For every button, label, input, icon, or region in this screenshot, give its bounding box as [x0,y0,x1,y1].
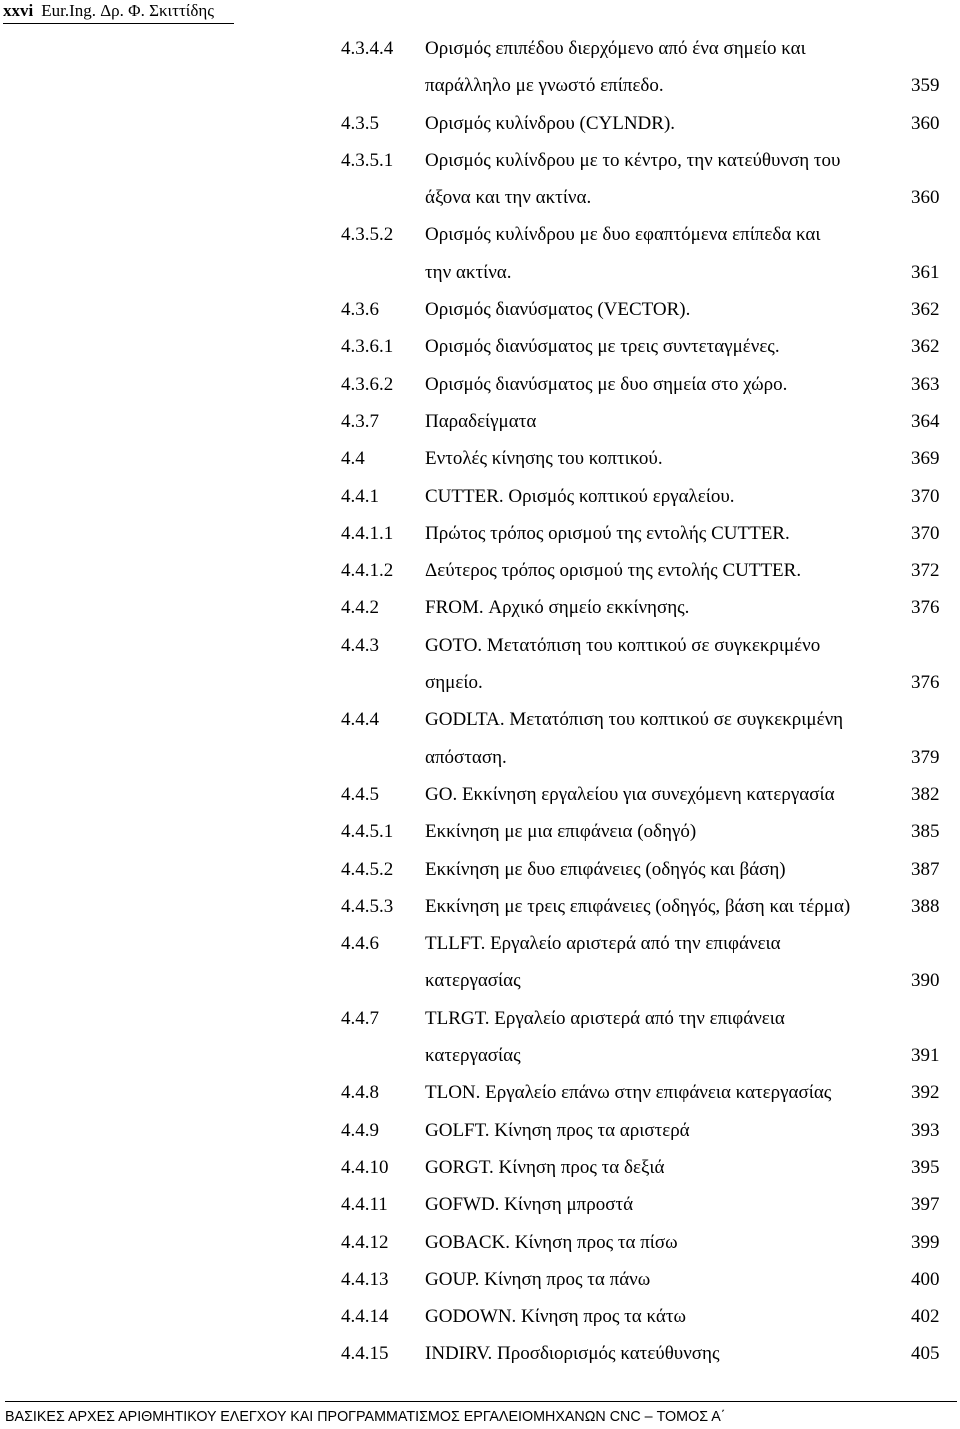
toc-entry-title: Εκκίνηση με τρεις επιφάνειες (οδηγός, βάση και τέρμα) [425,895,851,917]
toc-entry-title: Ορισμός κυλίνδρου (CYLNDR). [425,112,676,134]
page-number: xxvi [3,1,34,20]
toc-entry [0,552,960,589]
toc-entry-page: 391 [911,1045,940,1067]
toc-entry-title: GOTO. Μετατόπιση του κοπτικού σε συγκεκριμένο [425,634,821,656]
toc-entry-title: FROM. Αρχικό σημείο εκκίνησης. [425,597,690,619]
toc-entry-number: 4.4.9 [341,1119,379,1141]
toc-entry [0,440,960,477]
footer-title: ΒΑΣΙΚΕΣ ΑΡΧΕΣ ΑΡΙΘΜΗΤΙΚΟΥ ΕΛΕΓΧΟΥ ΚΑΙ ΠΡΟΓΡΑΜΜΑΤΙΣΜΟΣ ΕΡΓΑΛΕΙΟΜΗΧΑΝΩΝ CNC – ΤΟΜΟΣ Α΄ [5,1409,726,1425]
toc-entry-title: άξονα και την ακτίνα. [425,187,592,209]
toc-entry [0,962,960,999]
toc-entry-page: 370 [911,522,940,544]
toc-entry [0,291,960,328]
toc-entry [0,179,960,216]
toc-entry [0,776,960,813]
toc-entry-title: Παραδείγματα [425,410,537,432]
toc-entry-page: 363 [911,373,940,395]
toc-entry-title: κατεργασίας [425,1045,521,1067]
toc-entry-page: 385 [911,821,940,843]
table-of-contents [0,30,960,1373]
toc-entry-title: Ορισμός διανύσματος με τρεις συντεταγμένες. [425,336,780,358]
toc-entry-number: 4.4.3 [341,634,379,656]
toc-entry-page: 402 [911,1306,940,1328]
toc-entry-title: Ορισμός κυλίνδρου με δυο εφαπτόμενα επίπεδα και [425,224,821,246]
toc-entry-number: 4.4.14 [341,1306,389,1328]
toc-entry [0,328,960,365]
toc-entry [0,403,960,440]
toc-entry-title: GORGT. Κίνηση προς τα δεξιά [425,1156,665,1178]
toc-entry [0,1000,960,1037]
toc-entry-number: 4.4.5 [341,783,379,805]
toc-entry-page: 405 [911,1343,940,1365]
toc-entry-number: 4.4.5.3 [341,895,394,917]
toc-entry-page: 369 [911,448,940,470]
header-rule [3,23,234,24]
toc-entry-title: TLLFT. Εργαλείο αριστερά από την επιφάνεια [425,933,781,955]
toc-entry-number: 4.4.4 [341,709,379,731]
toc-entry-number: 4.3.6 [341,299,379,321]
toc-entry-page: 376 [911,672,940,694]
toc-entry [0,478,960,515]
toc-entry [0,105,960,142]
toc-entry-page: 372 [911,560,940,582]
toc-entry [0,254,960,291]
toc-entry-number: 4.4.2 [341,597,379,619]
toc-entry-page: 387 [911,858,940,880]
toc-entry-title: Εκκίνηση με μια επιφάνεια (οδηγό) [425,821,697,843]
toc-entry [0,813,960,850]
toc-entry-title: INDIRV. Προσδιορισμός κατεύθυνσης [425,1343,720,1365]
toc-entry-title: TLON. Εργαλείο επάνω στην επιφάνεια κατεργασίας [425,1082,832,1104]
toc-entry-number: 4.3.5.2 [341,224,394,246]
footer-rule [5,1401,957,1402]
page-header [3,0,214,22]
toc-entry-page: 376 [911,597,940,619]
toc-entry-title: Ορισμός επιπέδου διερχόμενο από ένα σημείο και [425,38,806,59]
toc-entry-number: 4.3.7 [341,410,379,432]
toc-entry [0,701,960,738]
toc-entry-number: 4.4.5.1 [341,821,394,843]
page-footer [5,1407,957,1427]
toc-entry [0,142,960,179]
toc-entry-title: Ορισμός κυλίνδρου με το κέντρο, την κατεύθυνση του [425,149,841,171]
toc-entry [0,515,960,552]
toc-entry [0,1261,960,1298]
toc-entry [0,851,960,888]
toc-entry [0,1224,960,1261]
toc-entry-number: 4.4.1.1 [341,522,394,544]
toc-entry-title: την ακτίνα. [425,261,512,283]
toc-entry-number: 4.4.10 [341,1156,389,1178]
toc-entry-title: Εκκίνηση με δυο επιφάνειες (οδηγός και βάση) [425,858,786,880]
toc-entry [0,888,960,925]
toc-entry-title: GOBACK. Κίνηση προς τα πίσω [425,1231,678,1253]
toc-entry-page: 388 [911,895,940,917]
toc-entry [0,67,960,104]
toc-entry-title: απόσταση. [425,746,507,768]
toc-entry [0,1037,960,1074]
toc-entry-title: GODOWN. Κίνηση προς τα κάτω [425,1306,687,1328]
toc-entry-page: 359 [911,75,940,97]
toc-entry-page: 397 [911,1194,940,1216]
toc-entry-title: Ορισμός διανύσματος (VECTOR). [425,299,691,321]
toc-entry [0,1149,960,1186]
toc-entry-title: GOUP. Κίνηση προς τα πάνω [425,1268,651,1290]
toc-entry [0,739,960,776]
toc-entry-title: CUTTER. Ορισμός κοπτικού εργαλείου. [425,485,735,507]
toc-entry-number: 4.4.8 [341,1082,379,1104]
toc-entry-page: 399 [911,1231,940,1253]
toc-entry-number: 4.4.11 [341,1194,388,1216]
toc-entry-page: 400 [911,1268,940,1290]
toc-entry-number: 4.4.15 [341,1343,389,1365]
toc-entry-page: 379 [911,746,940,768]
toc-entry [0,664,960,701]
toc-entry-number: 4.3.5 [341,112,379,134]
header-author: Eur.Ing. Δρ. Φ. Σκιττίδης [41,1,214,20]
toc-entry-title: Πρώτος τρόπος ορισμού της εντολής CUTTER. [425,522,790,544]
toc-entry [0,1298,960,1335]
toc-entry-title: TLRGT. Εργαλείο αριστερά από την επιφάνεια [425,1007,785,1029]
toc-entry-page: 382 [911,783,940,805]
toc-entry-page: 362 [911,336,940,358]
toc-entry-title: σημείο. [425,672,483,694]
toc-entry-title: GO. Εκκίνηση εργαλείου για συνεχόμενη κατεργασία [425,783,835,805]
toc-entry-page: 390 [911,970,940,992]
toc-entry-title: κατεργασίας [425,970,521,992]
toc-entry-title: GOFWD. Κίνηση μπροστά [425,1194,634,1216]
toc-entry-title: GODLTA. Μετατόπιση του κοπτικού σε συγκεκριμένη [425,709,844,731]
toc-entry [0,30,960,67]
toc-entry-number: 4.4.7 [341,1007,379,1029]
toc-entry-page: 361 [911,261,940,283]
toc-entry [0,216,960,253]
toc-entry-title: παράλληλο με γνωστό επίπεδο. [425,75,664,97]
toc-entry-number: 4.4.1.2 [341,560,394,582]
toc-entry-page: 393 [911,1119,940,1141]
toc-entry-page: 360 [911,187,940,209]
toc-entry-page: 364 [911,410,940,432]
toc-entry-title: Δεύτερος τρόπος ορισμού της εντολής CUTTER. [425,560,802,582]
toc-entry-number: 4.4.13 [341,1268,389,1290]
toc-entry-page: 392 [911,1082,940,1104]
toc-entry-page: 370 [911,485,940,507]
toc-entry-page: 360 [911,112,940,134]
toc-entry [0,1112,960,1149]
toc-entry [0,1074,960,1111]
toc-entry-number: 4.4.1 [341,485,379,507]
toc-entry-number: 4.3.5.1 [341,149,394,171]
toc-entry-page: 395 [911,1156,940,1178]
toc-entry [0,1335,960,1372]
toc-entry-title: Εντολές κίνησης του κοπτικού. [425,448,663,470]
toc-entry-number: 4.4.5.2 [341,858,394,880]
toc-entry-page: 362 [911,299,940,321]
toc-entry [0,589,960,626]
toc-entry-number: 4.3.6.1 [341,336,394,358]
toc-entry [0,1186,960,1223]
toc-entry-number: 4.4 [341,448,365,470]
toc-entry-number: 4.3.4.4 [341,38,394,59]
toc-entry-title: Ορισμός διανύσματος με δυο σημεία στο χώρο. [425,373,788,395]
toc-entry-number: 4.4.6 [341,933,379,955]
toc-entry-title: GOLFT. Κίνηση προς τα αριστερά [425,1119,690,1141]
toc-entry [0,366,960,403]
toc-entry-number: 4.3.6.2 [341,373,394,395]
toc-entry-number: 4.4.12 [341,1231,389,1253]
toc-entry [0,925,960,962]
toc-entry [0,627,960,664]
